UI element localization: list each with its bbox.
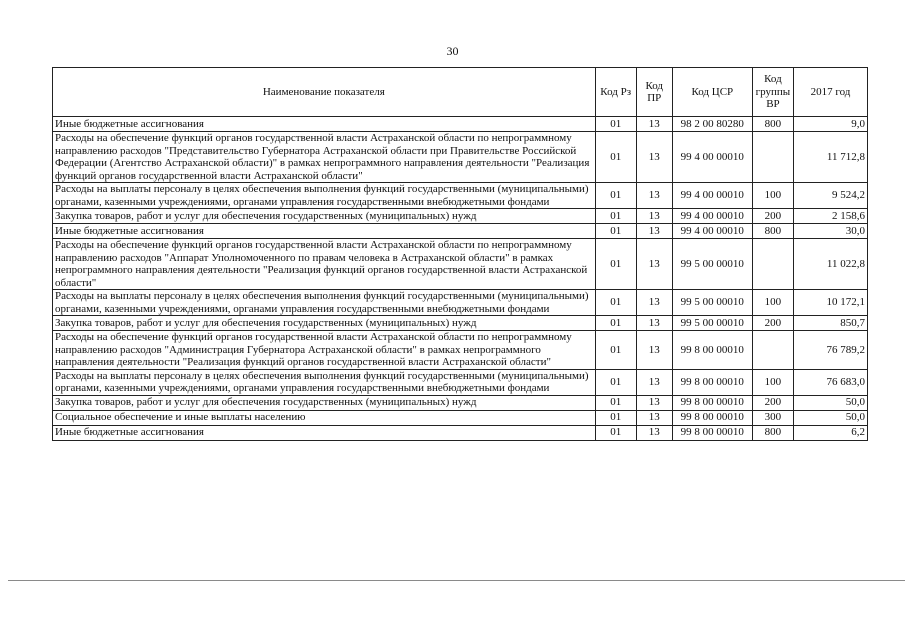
row-value: 76 683,0 [793,369,867,395]
row-csr: 99 4 00 00010 [672,183,752,209]
page-number: 30 [446,44,459,58]
table-row [53,132,868,183]
row-vr: 100 [752,183,793,209]
row-rz: 01 [595,369,636,395]
row-value: 850,7 [793,316,867,331]
row-csr: 99 8 00 00010 [672,395,752,410]
row-vr [752,331,793,370]
table-row [53,369,868,395]
row-csr: 99 4 00 00010 [672,209,752,224]
row-rz: 01 [595,395,636,410]
row-pr: 13 [636,395,672,410]
row-pr: 13 [636,316,672,331]
row-name: Расходы на выплаты персоналу в целях обеспечения выполнения функций государственными (муниципальными) органами, казенными учреждениями, органами управления государственными внебюджетными фондами [53,369,596,395]
row-csr: 99 5 00 00010 [672,290,752,316]
row-value: 2 158,6 [793,209,867,224]
row-vr: 200 [752,395,793,410]
row-pr: 13 [636,425,672,440]
row-vr: 800 [752,224,793,239]
table-row [53,395,868,410]
header-pr: Код ПР [636,68,672,117]
row-csr: 99 5 00 00010 [672,316,752,331]
budget-table [52,67,868,441]
row-pr: 13 [636,132,672,183]
row-vr [752,132,793,183]
table-row [53,183,868,209]
table-row [53,239,868,290]
row-pr: 13 [636,410,672,425]
row-name: Расходы на обеспечение функций органов государственной власти Астраханской области по непрограммному направлению расходов "Аппарат Уполномоченного по правам человека в Астраханской области" в рамках непрограммного направления деятельности "Реализация функций органов государственной власти Астраханской области" [53,239,596,290]
row-rz: 01 [595,132,636,183]
row-pr: 13 [636,224,672,239]
row-pr: 13 [636,209,672,224]
row-vr: 300 [752,410,793,425]
header-name: Наименование показателя [53,68,596,117]
row-csr: 99 4 00 00010 [672,224,752,239]
row-vr: 800 [752,117,793,132]
row-pr: 13 [636,117,672,132]
header-rz: Код Рз [595,68,636,117]
row-name: Закупка товаров, работ и услуг для обеспечения государственных (муниципальных) нужд [53,209,596,224]
row-value: 9,0 [793,117,867,132]
row-name: Иные бюджетные ассигнования [53,425,596,440]
row-value: 11 022,8 [793,239,867,290]
header-year: 2017 год [793,68,867,117]
row-pr: 13 [636,239,672,290]
row-name: Иные бюджетные ассигнования [53,117,596,132]
row-pr: 13 [636,183,672,209]
table-row [53,316,868,331]
row-vr: 200 [752,316,793,331]
row-value: 10 172,1 [793,290,867,316]
table-row [53,290,868,316]
row-csr: 99 8 00 00010 [672,425,752,440]
table-header-row [53,68,868,117]
table-row [53,425,868,440]
row-csr: 98 2 00 80280 [672,117,752,132]
row-rz: 01 [595,239,636,290]
row-rz: 01 [595,224,636,239]
row-rz: 01 [595,410,636,425]
row-vr: 100 [752,290,793,316]
row-pr: 13 [636,290,672,316]
row-name: Расходы на обеспечение функций органов государственной власти Астраханской области по непрограммному направлению расходов "Администрация Губернатора Астраханской области" в рамках непрограммного направления деятельности "Реализация функций органов государственной власти Астраханской области" [53,331,596,370]
row-rz: 01 [595,331,636,370]
row-name: Закупка товаров, работ и услуг для обеспечения государственных (муниципальных) нужд [53,316,596,331]
row-name: Расходы на выплаты персоналу в целях обеспечения выполнения функций государственными (муниципальными) органами, казенными учреждениями, органами управления государственными внебюджетными фондами [53,183,596,209]
page-bottom-divider [8,580,905,581]
row-vr: 100 [752,369,793,395]
row-name: Расходы на выплаты персоналу в целях обеспечения выполнения функций государственными (муниципальными) органами, казенными учреждениями, органами управления государственными внебюджетными фондами [53,290,596,316]
row-csr: 99 4 00 00010 [672,132,752,183]
row-vr [752,239,793,290]
header-vr: Код группы ВР [752,68,793,117]
row-name: Закупка товаров, работ и услуг для обеспечения государственных (муниципальных) нужд [53,395,596,410]
row-rz: 01 [595,290,636,316]
row-rz: 01 [595,209,636,224]
row-pr: 13 [636,369,672,395]
row-csr: 99 8 00 00010 [672,331,752,370]
table-row [53,331,868,370]
row-vr: 800 [752,425,793,440]
row-value: 50,0 [793,410,867,425]
row-value: 6,2 [793,425,867,440]
row-value: 11 712,8 [793,132,867,183]
table-row [53,410,868,425]
row-rz: 01 [595,117,636,132]
table-row [53,117,868,132]
row-name: Социальное обеспечение и иные выплаты населению [53,410,596,425]
row-value: 50,0 [793,395,867,410]
row-pr: 13 [636,331,672,370]
row-csr: 99 5 00 00010 [672,239,752,290]
row-vr: 200 [752,209,793,224]
row-rz: 01 [595,183,636,209]
row-rz: 01 [595,425,636,440]
table-row [53,224,868,239]
row-csr: 99 8 00 00010 [672,369,752,395]
row-value: 76 789,2 [793,331,867,370]
row-rz: 01 [595,316,636,331]
row-csr: 99 8 00 00010 [672,410,752,425]
row-name: Расходы на обеспечение функций органов государственной власти Астраханской области по непрограммному направлению расходов "Представительство Губернатора Астраханской области при Правительстве Российской Федерации (Агентство Астраханской области)" в рамках непрограммного направления деятельности "Реализация функций органов государственной власти Астраханской области" [53,132,596,183]
header-csr: Код ЦСР [672,68,752,117]
table-row [53,209,868,224]
row-name: Иные бюджетные ассигнования [53,224,596,239]
row-value: 9 524,2 [793,183,867,209]
row-value: 30,0 [793,224,867,239]
